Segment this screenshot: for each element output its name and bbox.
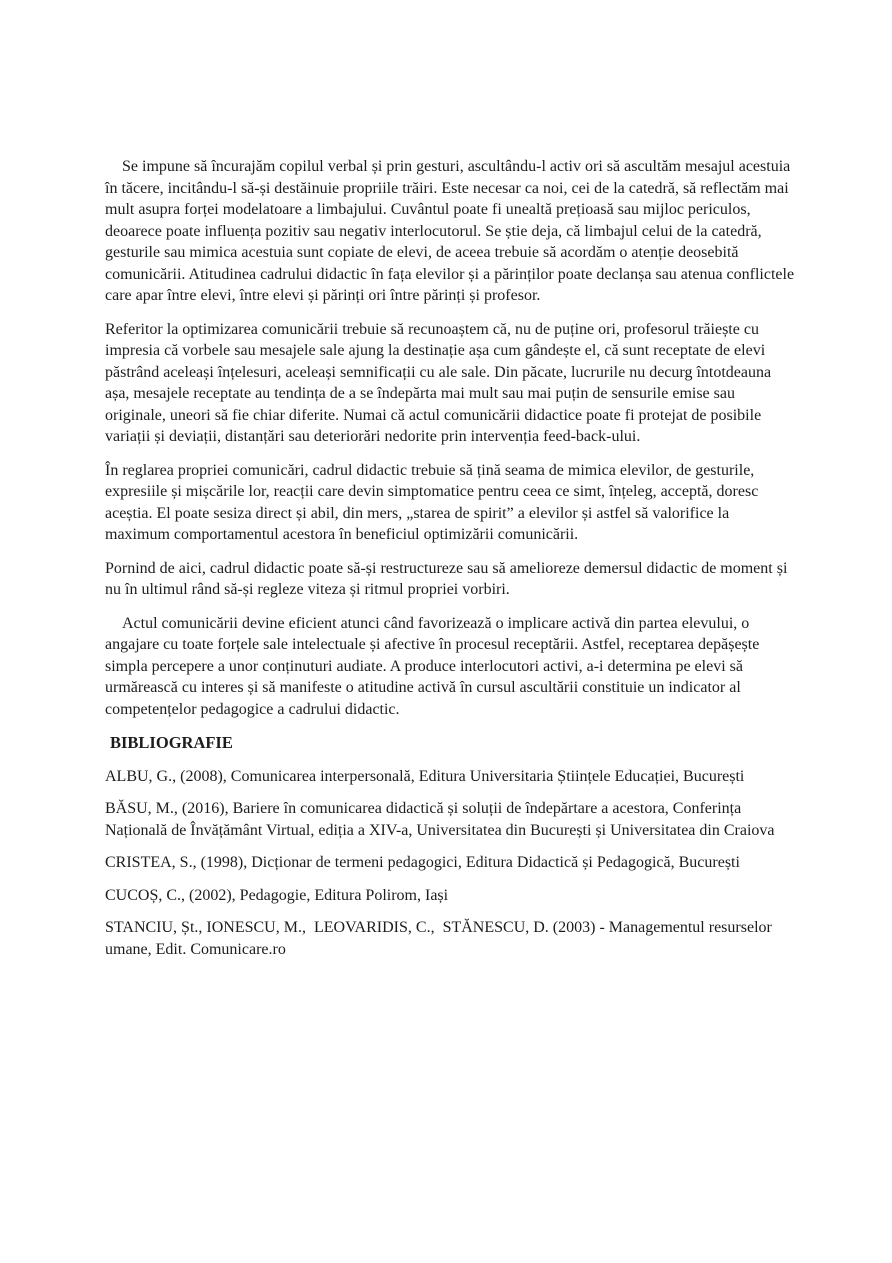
bibliography-heading: BIBLIOGRAFIE [110,733,233,752]
bibliography-entry-cucos: CUCOȘ, C., (2002), Pedagogie, Editura Polirom, Iași [105,886,449,904]
body-paragraph-2: Referitor la optimizarea comunicării trebuie să recunoaștem că, nu de puține ori, profesorul trăiește cu impresia că vorbele sau mesajele sale ajung la destinație așa cum gândește el, că sunt receptate de elevi păstrând aceleași înțelesuri, aceleași semnificații cu ale sale. Din păcate, lucrurile nu decurg întotdeauna așa, mesajele receptate au tendința de a se îndepărta mai mult sau mai puțin de sensurile emise sau originale, uneori să fie chiar diferite. Numai că actul comunicării didactice poate fi protejat de posibile variații și deviații, distanțări sau deteriorări nedorite prin intervenția feed-back-ului. [105,320,776,445]
body-paragraph-4: Pornind de aici, cadrul didactic poate să-și restructureze sau să amelioreze demersul didactic de moment și nu în ultimul rând să-și regleze viteza și ritmul propriei vorbiri. [105,559,792,598]
bibliography-entry-stanciu: STANCIU, Șt., IONESCU, M., LEOVARIDIS, C., STĂNESCU, D. (2003) - Managementul resurselor umane, Edit. Comunicare.ro [105,919,776,958]
body-paragraph-5: Actul comunicării devine eficient atunci când favorizează o implicare activă din partea elevului, o angajare cu toate forțele sale intelectuale și afective în procesul receptării. Astfel, receptarea depășește simpla percepere a unor conținuturi audiate. A produce interlocutori activi, a-i determina pe elevi să urmărească cu interes și să manifeste o atitudine activă în cursul ascultării constituie un indicator al competențelor pedagogice a cadrului didactic. [105,614,764,718]
bibliography-entry-cristea: CRISTEA, S., (1998), Dicționar de termeni pedagogici, Editura Didactică și Pedagogică, București [105,854,740,871]
body-paragraph-1: Se impune să încurajăm copilul verbal și prin gesturi, ascultându-l activ ori să ascultăm mesajul acestuia în tăcere, incitându-l să-și destăinuie propriile trăiri. Este necesar ca noi, cei de la catedră, să reflectăm mai mult asupra forței modelatoare a limbajului. Cuvântul poate fi unealtă prețioasă sau mijloc periculos, deoarece poate influența pozitiv sau negativ interlocutorul. Se știe deja, că limbajul celui de la catedră, gesturile sau mimica acestuia sunt copiate de elevi, de aceea trebuie să acordăm o atenție deosebită comunicării. Atitudinea cadrului didactic în fața elevilor și a părinților poate declanșa sau atenua conflictele care apar între elevi, între elevi și părinți ori între părinți și profesor. [105,158,799,304]
document-page [105,156,799,971]
bibliography-entry-albu: ALBU, G., (2008), Comunicarea interpersonală, Editura Universitaria Științele Educației, București [105,767,745,785]
bibliography-entry-basu: BĂSU, M., (2016), Bariere în comunicarea didactică și soluții de îndepărtare a acestora, Conferința Națională de Învățământ Virtual, ediția a XIV-a, Universitatea din București și Universitatea din Craiova [105,800,775,839]
body-paragraph-3: În reglarea propriei comunicări, cadrul didactic trebuie să țină seama de mimica elevilor, de gesturile, expresiile și mișcările lor, reacții care devin simptomatice pentru ceea ce simt, înțeleg, acceptă, doresc aceștia. El poate sesiza direct și abil, din mers, „starea de spirit” a elevilor și astfel să valorifice la maximum comportamentul acestora în beneficiul optimizării comunicării. [105,461,763,543]
